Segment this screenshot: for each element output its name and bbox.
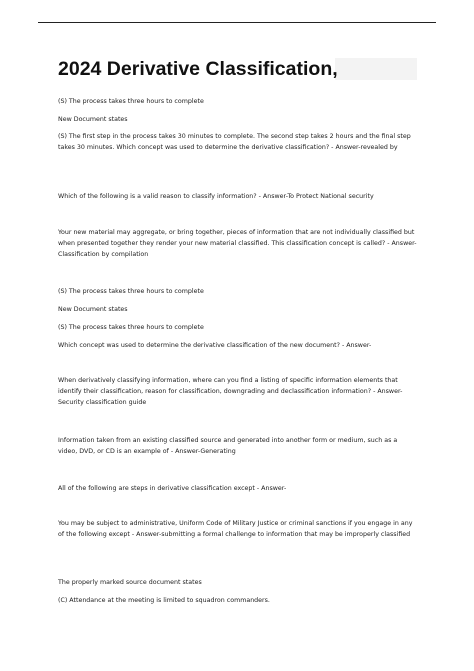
paragraph-1: (S) The process takes three hours to complete xyxy=(58,98,204,105)
paragraph-15: (C) Attendance at the meeting is limited to squadron commanders. xyxy=(58,597,270,604)
paragraph-5: Your new material may aggregate, or bring together, pieces of information that are not individually classified but when presented together they render your new material classified. This classification concept is called? - Answer-Classification by compilation xyxy=(58,229,417,258)
paragraph-7: New Document states xyxy=(58,306,128,313)
title-highlight xyxy=(335,58,417,80)
paragraph-6: (S) The process takes three hours to complete xyxy=(58,288,204,295)
paragraph-10: When derivatively classifying information, where can you find a listing of specific information elements that identify their classification, reason for classification, downgrading and declassification information? - Answer-Security classification guide xyxy=(58,377,403,406)
paragraph-12: All of the following are steps in derivative classification except - Answer- xyxy=(58,485,287,492)
paragraph-11: Information taken from an existing classified source and generated into another form or medium, such as a video, DVD, or CD is an example of - Answer-Generating xyxy=(58,437,398,455)
paragraph-3: (S) The first step in the process takes 30 minutes to complete. The second step takes 2 hours and the final step takes 30 minutes. Which concept was used to determine the derivative classification? - Answer-revealed by xyxy=(58,133,411,151)
header-rule xyxy=(38,22,436,23)
paragraph-4: Which of the following is a valid reason to classify information? - Answer-To Protect National security xyxy=(58,193,374,200)
paragraph-13: You may be subject to administrative, Uniform Code of Military Justice or criminal sanctions if you engage in any of the following except - Answer-submitting a formal challenge to information that may be improperly classified xyxy=(58,520,413,538)
paragraph-9: Which concept was used to determine the derivative classification of the new document? - Answer- xyxy=(58,342,372,349)
document-title: 2024 Derivative Classification, xyxy=(58,58,338,80)
paragraph-14: The properly marked source document states xyxy=(58,579,202,586)
paragraph-8: (S) The process takes three hours to complete xyxy=(58,324,204,331)
paragraph-2: New Document states xyxy=(58,116,128,123)
